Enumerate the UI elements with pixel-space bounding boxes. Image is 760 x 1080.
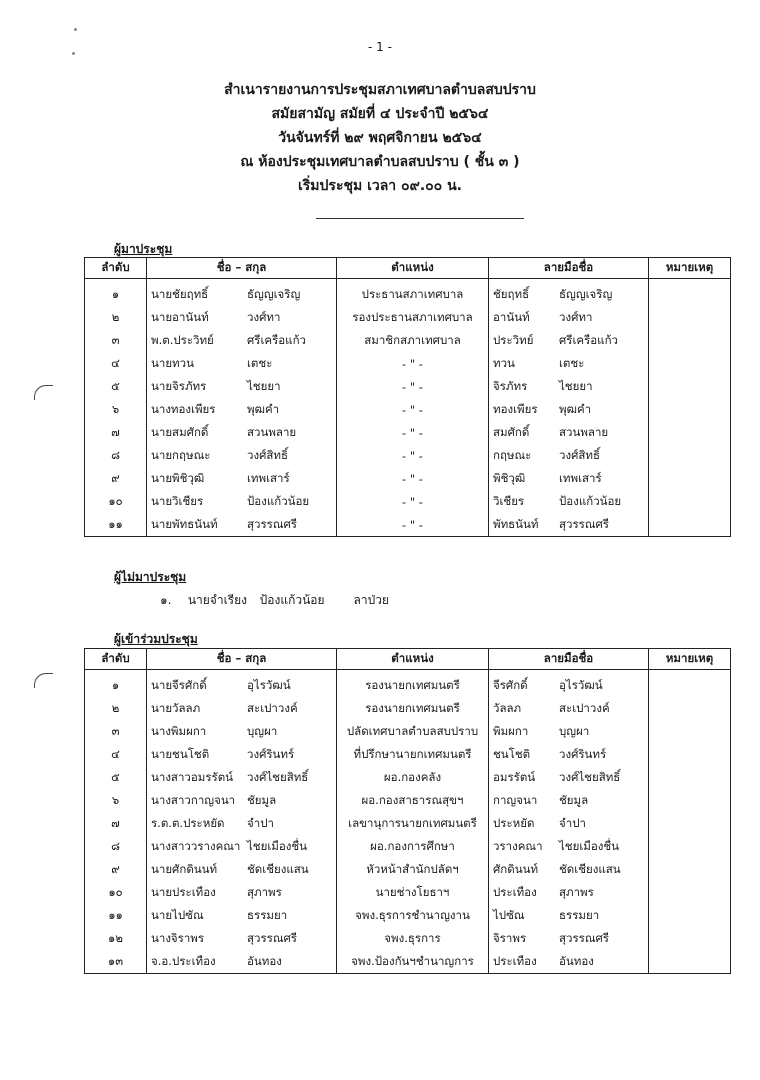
col-header-no: ลำดับ bbox=[85, 649, 147, 670]
signature-first-name: ประหยัด bbox=[493, 815, 535, 830]
row-last-name: ชัยมูล bbox=[247, 792, 277, 807]
row-signature-cell bbox=[489, 904, 649, 927]
row-position: - " - bbox=[337, 490, 489, 513]
signature-first-name: ชนโชติ bbox=[493, 746, 531, 761]
row-first-name: นายศักดินนท์ bbox=[151, 861, 218, 876]
punch-hole-mark bbox=[34, 673, 53, 688]
table-row bbox=[85, 766, 731, 789]
row-remark bbox=[649, 881, 731, 904]
row-name-cell bbox=[147, 858, 337, 881]
row-first-name: นายวิเชียร bbox=[151, 493, 204, 508]
row-last-name: เทพเสาร์ bbox=[247, 470, 290, 485]
row-name-cell bbox=[147, 789, 337, 812]
signature-first-name: ไปซัณ bbox=[493, 907, 525, 922]
page-number: - 1 - bbox=[368, 40, 392, 54]
row-name-cell bbox=[147, 766, 337, 789]
row-name-cell bbox=[147, 720, 337, 743]
signature-first-name: กาญจนา bbox=[493, 792, 538, 807]
row-position: - " - bbox=[337, 352, 489, 375]
row-first-name: นายประเทือง bbox=[151, 884, 216, 899]
row-remark bbox=[649, 352, 731, 375]
scan-speck bbox=[74, 28, 77, 31]
row-signature-cell bbox=[489, 490, 649, 513]
row-name-cell bbox=[147, 352, 337, 375]
signature-first-name: วรางคณา bbox=[493, 838, 543, 853]
row-last-name: ไชยยา bbox=[247, 378, 281, 393]
row-number: ๒ bbox=[85, 306, 147, 329]
signature-first-name: ชัยฤทธิ์ bbox=[493, 286, 530, 301]
row-last-name: ชัดเชียงแสน bbox=[247, 861, 309, 876]
row-position: ผอ.กองสาธารณสุขฯ bbox=[337, 789, 489, 812]
col-header-remark: หมายเหตุ bbox=[649, 649, 731, 670]
table-row bbox=[85, 352, 731, 375]
row-number: ๔ bbox=[85, 743, 147, 766]
row-signature-cell bbox=[489, 670, 649, 698]
row-number: ๙ bbox=[85, 467, 147, 490]
row-first-name: นางสาวกาญจนา bbox=[151, 792, 236, 807]
row-number: ๗ bbox=[85, 812, 147, 835]
table-row bbox=[85, 306, 731, 329]
signature-first-name: ทองเพียร bbox=[493, 401, 538, 416]
attendees-table bbox=[84, 257, 731, 537]
row-signature-cell bbox=[489, 766, 649, 789]
row-last-name: จำปา bbox=[247, 815, 274, 830]
signature-last-name: วงศ์สิทธิ์ bbox=[559, 447, 600, 462]
signature-last-name: พุฒคำ bbox=[559, 401, 592, 416]
row-remark bbox=[649, 950, 731, 974]
row-signature-cell bbox=[489, 858, 649, 881]
table-row bbox=[85, 743, 731, 766]
row-first-name: นายจิรภัทร bbox=[151, 378, 207, 393]
row-name-cell bbox=[147, 513, 337, 537]
signature-first-name: อานันท์ bbox=[493, 309, 530, 324]
signature-first-name: ศักดินนท์ bbox=[493, 861, 539, 876]
row-name-cell bbox=[147, 697, 337, 720]
table-row bbox=[85, 789, 731, 812]
row-remark bbox=[649, 444, 731, 467]
signature-first-name: พัทธนันท์ bbox=[493, 516, 539, 531]
row-position: ปลัดเทศบาลตำบลสบปราบ bbox=[337, 720, 489, 743]
participants-table bbox=[84, 648, 731, 974]
absentee-number: ๑. bbox=[160, 593, 172, 607]
signature-last-name: วงศ์ทา bbox=[559, 309, 593, 324]
row-remark bbox=[649, 697, 731, 720]
signature-last-name: อันทอง bbox=[559, 953, 594, 968]
row-first-name: นางสาวอมรรัตน์ bbox=[151, 769, 234, 784]
row-remark bbox=[649, 670, 731, 698]
row-name-cell bbox=[147, 670, 337, 698]
row-number: ๑๐ bbox=[85, 490, 147, 513]
row-name-cell bbox=[147, 835, 337, 858]
signature-first-name: พิชิวุฒิ bbox=[493, 470, 526, 485]
signature-first-name: ทวน bbox=[493, 355, 515, 370]
row-signature-cell bbox=[489, 329, 649, 352]
signature-last-name: เตชะ bbox=[559, 355, 585, 370]
row-name-cell bbox=[147, 375, 337, 398]
row-number: ๕ bbox=[85, 766, 147, 789]
row-remark bbox=[649, 720, 731, 743]
row-position: รองประธานสภาเทศบาล bbox=[337, 306, 489, 329]
row-signature-cell bbox=[489, 421, 649, 444]
document-header bbox=[0, 78, 760, 198]
header-start-time: เริ่มประชุม เวลา ๐๙.๐๐ น. bbox=[298, 178, 462, 194]
row-signature-cell bbox=[489, 881, 649, 904]
row-signature-cell bbox=[489, 697, 649, 720]
row-signature-cell bbox=[489, 375, 649, 398]
row-number: ๔ bbox=[85, 352, 147, 375]
row-last-name: ไชยเมืองชื่น bbox=[247, 838, 308, 853]
table-row bbox=[85, 513, 731, 537]
signature-first-name: จีรศักดิ์ bbox=[493, 677, 528, 692]
row-position: รองนายกเทศมนตรี bbox=[337, 670, 489, 698]
row-first-name: นางทองเพียร bbox=[151, 401, 216, 416]
row-remark bbox=[649, 812, 731, 835]
row-last-name: บุญผา bbox=[247, 723, 278, 738]
row-last-name: วงศ์รินทร์ bbox=[247, 746, 295, 761]
row-remark bbox=[649, 421, 731, 444]
row-name-cell bbox=[147, 279, 337, 307]
col-header-name: ชื่อ – สกุล bbox=[147, 258, 337, 279]
row-first-name: นายชนโชติ bbox=[151, 746, 210, 761]
row-remark bbox=[649, 743, 731, 766]
row-name-cell bbox=[147, 812, 337, 835]
row-number: ๑๑ bbox=[85, 904, 147, 927]
signature-last-name: สุวรรณศรี bbox=[559, 930, 609, 945]
row-signature-cell bbox=[489, 444, 649, 467]
row-number: ๒ bbox=[85, 697, 147, 720]
row-position: หัวหน้าสำนักปลัดฯ bbox=[337, 858, 489, 881]
row-remark bbox=[649, 467, 731, 490]
absentee-surname: ป้องแก้วน้อย bbox=[259, 593, 325, 607]
row-position: - " - bbox=[337, 375, 489, 398]
signature-first-name: จิราพร bbox=[493, 930, 527, 945]
col-header-signature: ลายมือชื่อ bbox=[489, 649, 649, 670]
row-name-cell bbox=[147, 904, 337, 927]
col-header-position: ตำแหน่ง bbox=[337, 649, 489, 670]
table-row bbox=[85, 812, 731, 835]
row-signature-cell bbox=[489, 279, 649, 307]
row-last-name: วงศ์ทา bbox=[247, 309, 281, 324]
row-signature-cell bbox=[489, 467, 649, 490]
signature-last-name: สุวรรณศรี bbox=[559, 516, 609, 531]
table-row bbox=[85, 950, 731, 974]
signature-last-name: จำปา bbox=[559, 815, 586, 830]
signature-last-name: ศรีเครือแก้ว bbox=[559, 332, 619, 347]
signature-first-name: ประเทือง bbox=[493, 953, 537, 968]
participants-table-body bbox=[85, 670, 731, 974]
row-number: ๑๑ bbox=[85, 513, 147, 537]
signature-first-name: อมรรัตน์ bbox=[493, 769, 536, 784]
row-position: ที่ปรึกษานายกเทศมนตรี bbox=[337, 743, 489, 766]
row-first-name: นายวัลลภ bbox=[151, 700, 201, 715]
row-remark bbox=[649, 513, 731, 537]
row-signature-cell bbox=[489, 398, 649, 421]
row-remark bbox=[649, 306, 731, 329]
participants-label: ผู้เข้าร่วมประชุม bbox=[114, 632, 198, 646]
signature-last-name: วงศ์รินทร์ bbox=[559, 746, 607, 761]
row-last-name: ศรีเครือแก้ว bbox=[247, 332, 307, 347]
row-last-name: สุวรรณศรี bbox=[247, 516, 297, 531]
row-first-name: นายสมศักดิ์ bbox=[151, 424, 209, 439]
col-header-name: ชื่อ – สกุล bbox=[147, 649, 337, 670]
row-first-name: ร.ต.ต.ประหยัด bbox=[151, 815, 225, 830]
row-remark bbox=[649, 279, 731, 307]
row-last-name: ป้องแก้วน้อย bbox=[247, 493, 310, 508]
signature-first-name: สมศักดิ์ bbox=[493, 424, 530, 439]
row-signature-cell bbox=[489, 812, 649, 835]
table-row bbox=[85, 904, 731, 927]
row-signature-cell bbox=[489, 950, 649, 974]
row-remark bbox=[649, 398, 731, 421]
table-row bbox=[85, 881, 731, 904]
table-row bbox=[85, 329, 731, 352]
row-remark bbox=[649, 766, 731, 789]
row-remark bbox=[649, 835, 731, 858]
row-remark bbox=[649, 927, 731, 950]
row-first-name: นางสาววรางคณา bbox=[151, 838, 241, 853]
row-position: จพง.ธุรการ bbox=[337, 927, 489, 950]
row-number: ๓ bbox=[85, 720, 147, 743]
table-row bbox=[85, 927, 731, 950]
row-number: ๑๐ bbox=[85, 881, 147, 904]
table-header-row bbox=[85, 258, 731, 279]
row-number: ๖ bbox=[85, 789, 147, 812]
header-session: สมัยสามัญ สมัยที่ ๔ ประจำปี ๒๕๖๔ bbox=[271, 106, 489, 122]
row-signature-cell bbox=[489, 513, 649, 537]
table-row bbox=[85, 858, 731, 881]
row-number: ๗ bbox=[85, 421, 147, 444]
signature-last-name: ธรรมยา bbox=[559, 907, 600, 922]
signature-first-name: วิเชียร bbox=[493, 493, 525, 508]
table-row bbox=[85, 670, 731, 698]
col-header-remark: หมายเหตุ bbox=[649, 258, 731, 279]
signature-last-name: ไชยยา bbox=[559, 378, 593, 393]
row-first-name: นายชัยฤทธิ์ bbox=[151, 286, 209, 301]
table-row bbox=[85, 467, 731, 490]
row-last-name: สุภาพร bbox=[247, 884, 282, 899]
row-first-name: นายจีรศักดิ์ bbox=[151, 677, 207, 692]
table-row bbox=[85, 421, 731, 444]
row-remark bbox=[649, 858, 731, 881]
row-first-name: นายกฤษณะ bbox=[151, 447, 211, 462]
row-position: จพง.ป้องกันฯชำนาญการ bbox=[337, 950, 489, 974]
row-position: สมาชิกสภาเทศบาล bbox=[337, 329, 489, 352]
row-first-name: นายพัทธนันท์ bbox=[151, 516, 218, 531]
signature-last-name: บุญผา bbox=[559, 723, 590, 738]
row-position: - " - bbox=[337, 467, 489, 490]
signature-last-name: อุไรวัฒน์ bbox=[559, 677, 603, 692]
absentees-label: ผู้ไม่มาประชุม bbox=[114, 570, 187, 584]
row-position: - " - bbox=[337, 444, 489, 467]
row-last-name: อุไรวัฒน์ bbox=[247, 677, 291, 692]
table-row bbox=[85, 375, 731, 398]
header-date: วันจันทร์ที่ ๒๙ พฤศจิกายน ๒๕๖๔ bbox=[278, 130, 482, 146]
row-name-cell bbox=[147, 444, 337, 467]
signature-first-name: ประเทือง bbox=[493, 884, 537, 899]
signature-last-name: วงศ์ไชยสิทธิ์ bbox=[559, 769, 621, 784]
header-divider bbox=[316, 218, 524, 219]
row-first-name: นายไปซัณ bbox=[151, 907, 204, 922]
row-signature-cell bbox=[489, 720, 649, 743]
table-row bbox=[85, 398, 731, 421]
row-last-name: ธัญญเจริญ bbox=[247, 286, 301, 301]
row-number: ๓ bbox=[85, 329, 147, 352]
row-first-name: นายพิชิวุฒิ bbox=[151, 470, 205, 485]
row-last-name: เตชะ bbox=[247, 355, 273, 370]
signature-first-name: จิรภัทร bbox=[493, 378, 528, 393]
row-first-name: จ.อ.ประเทือง bbox=[151, 953, 216, 968]
table-row bbox=[85, 490, 731, 513]
row-signature-cell bbox=[489, 743, 649, 766]
table-row bbox=[85, 835, 731, 858]
row-position: ผอ.กองการศึกษา bbox=[337, 835, 489, 858]
row-name-cell bbox=[147, 950, 337, 974]
row-remark bbox=[649, 329, 731, 352]
row-number: ๖ bbox=[85, 398, 147, 421]
row-name-cell bbox=[147, 743, 337, 766]
signature-last-name: ธัญญเจริญ bbox=[559, 286, 613, 301]
signature-last-name: ชัยมูล bbox=[559, 792, 589, 807]
absentee-first-name: นายจำเรียง bbox=[187, 593, 248, 607]
signature-last-name: ป้องแก้วน้อย bbox=[559, 493, 622, 508]
row-position: รองนายกเทศมนตรี bbox=[337, 697, 489, 720]
row-position: - " - bbox=[337, 421, 489, 444]
header-title: สำเนารายงานการประชุมสภาเทศบาลตำบลสบปราบ bbox=[224, 82, 536, 98]
row-remark bbox=[649, 789, 731, 812]
col-header-position: ตำแหน่ง bbox=[337, 258, 489, 279]
row-signature-cell bbox=[489, 835, 649, 858]
row-last-name: สุวรรณศรี bbox=[247, 930, 297, 945]
row-remark bbox=[649, 490, 731, 513]
absentee-item bbox=[160, 591, 389, 610]
table-row bbox=[85, 720, 731, 743]
row-last-name: วงศ์ไชยสิทธิ์ bbox=[247, 769, 309, 784]
row-number: ๘ bbox=[85, 444, 147, 467]
row-last-name: พุฒคำ bbox=[247, 401, 280, 416]
row-number: ๕ bbox=[85, 375, 147, 398]
row-first-name: พ.ต.ประวิทย์ bbox=[151, 332, 214, 347]
row-last-name: ธรรมยา bbox=[247, 907, 288, 922]
row-signature-cell bbox=[489, 352, 649, 375]
signature-first-name: ประวิทย์ bbox=[493, 332, 534, 347]
row-name-cell bbox=[147, 306, 337, 329]
row-number: ๑ bbox=[85, 670, 147, 698]
signature-first-name: วัลลภ bbox=[493, 700, 522, 715]
signature-last-name: เทพเสาร์ bbox=[559, 470, 602, 485]
attendees-table-body bbox=[85, 279, 731, 537]
row-last-name: อันทอง bbox=[247, 953, 282, 968]
row-number: ๘ bbox=[85, 835, 147, 858]
table-row bbox=[85, 697, 731, 720]
row-name-cell bbox=[147, 421, 337, 444]
attendees-label: ผู้มาประชุม bbox=[114, 242, 173, 256]
row-first-name: นายทวน bbox=[151, 355, 194, 370]
row-signature-cell bbox=[489, 306, 649, 329]
row-number: ๑๓ bbox=[85, 950, 147, 974]
signature-last-name: ไชยเมืองชื่น bbox=[559, 838, 620, 853]
row-number: ๑๒ bbox=[85, 927, 147, 950]
row-name-cell bbox=[147, 398, 337, 421]
signature-first-name: พิมผกา bbox=[493, 723, 529, 738]
table-row bbox=[85, 444, 731, 467]
row-position: - " - bbox=[337, 398, 489, 421]
row-remark bbox=[649, 375, 731, 398]
row-position: - " - bbox=[337, 513, 489, 537]
row-signature-cell bbox=[489, 789, 649, 812]
header-venue: ณ ห้องประชุมเทศบาลตำบลสบปราบ ( ชั้น ๓ ) bbox=[240, 154, 520, 170]
col-header-signature: ลายมือชื่อ bbox=[489, 258, 649, 279]
punch-hole-mark bbox=[34, 385, 53, 400]
row-name-cell bbox=[147, 329, 337, 352]
row-last-name: สะเปาวงค์ bbox=[247, 700, 298, 715]
signature-first-name: กฤษณะ bbox=[493, 447, 532, 462]
table-row bbox=[85, 279, 731, 307]
col-header-no: ลำดับ bbox=[85, 258, 147, 279]
row-number: ๙ bbox=[85, 858, 147, 881]
row-first-name: นายอานันท์ bbox=[151, 309, 209, 324]
row-position: ประธานสภาเทศบาล bbox=[337, 279, 489, 307]
row-number: ๑ bbox=[85, 279, 147, 307]
row-name-cell bbox=[147, 927, 337, 950]
signature-last-name: สุภาพร bbox=[559, 884, 594, 899]
row-last-name: สวนพลาย bbox=[247, 424, 297, 439]
row-name-cell bbox=[147, 490, 337, 513]
row-first-name: นางจิราพร bbox=[151, 930, 205, 945]
row-position: เลขานุการนายกเทศมนตรี bbox=[337, 812, 489, 835]
signature-last-name: สวนพลาย bbox=[559, 424, 609, 439]
absentee-reason: ลาป่วย bbox=[353, 593, 389, 607]
row-last-name: วงศ์สิทธิ์ bbox=[247, 447, 288, 462]
signature-last-name: ชัดเชียงแสน bbox=[559, 861, 621, 876]
row-position: ผอ.กองคลัง bbox=[337, 766, 489, 789]
row-signature-cell bbox=[489, 927, 649, 950]
row-position: จพง.ธุรการชำนาญงาน bbox=[337, 904, 489, 927]
row-name-cell bbox=[147, 467, 337, 490]
row-remark bbox=[649, 904, 731, 927]
row-name-cell bbox=[147, 881, 337, 904]
row-position: นายช่างโยธาฯ bbox=[337, 881, 489, 904]
signature-last-name: สะเปาวงค์ bbox=[559, 700, 610, 715]
table-header-row bbox=[85, 649, 731, 670]
row-first-name: นางพิมผกา bbox=[151, 723, 207, 738]
